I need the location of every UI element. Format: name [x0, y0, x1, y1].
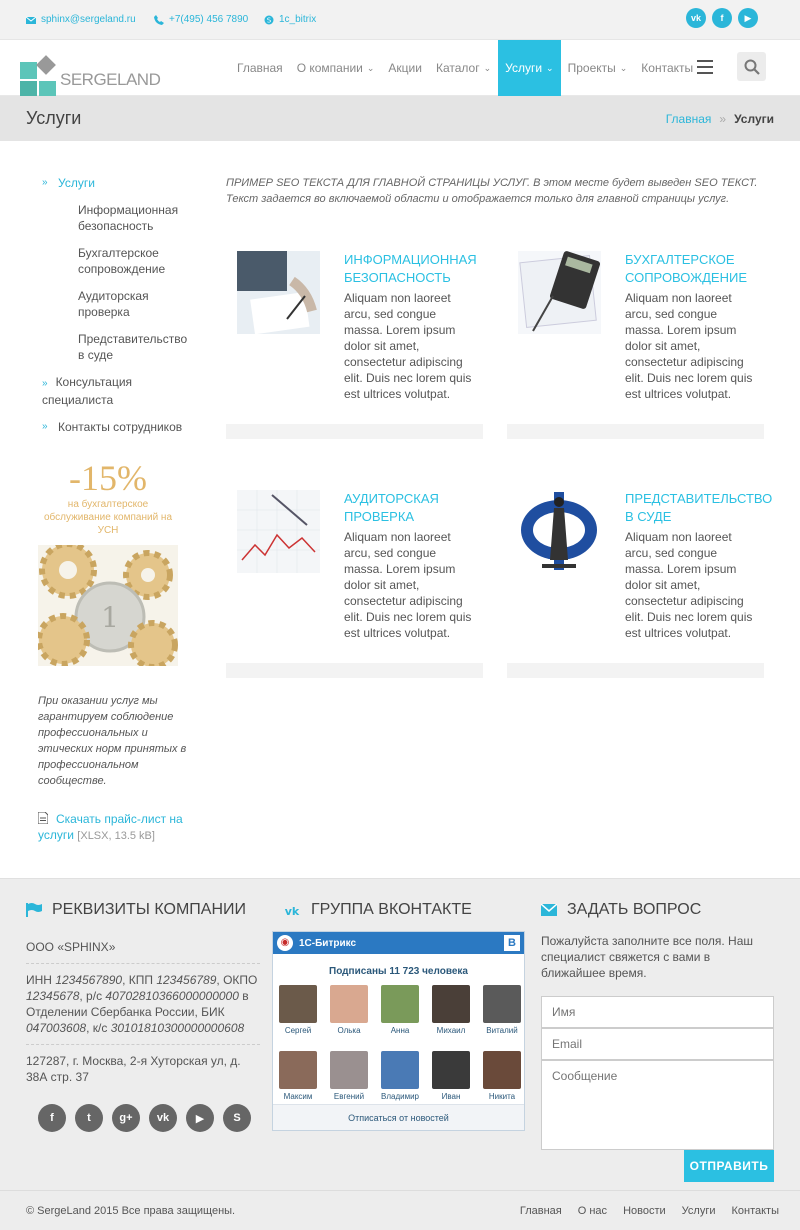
- service-title[interactable]: АУДИТОРСКАЯ ПРОВЕРКА: [344, 491, 439, 524]
- email-text[interactable]: sphinx@sergeland.ru: [41, 14, 136, 25]
- service-card-court[interactable]: [507, 476, 773, 678]
- footer-social-links: [38, 1104, 251, 1132]
- main-nav: [230, 40, 700, 96]
- footer-link-contacts[interactable]: Контакты: [731, 1205, 779, 1217]
- vk-icon: [283, 904, 301, 916]
- logo-text: SERGELAND: [60, 70, 161, 89]
- requisites-heading: РЕКВИЗИТЫ КОМПАНИИ: [26, 901, 246, 919]
- card-footer-strip: [507, 424, 764, 439]
- vk-member[interactable]: Виталий: [482, 985, 522, 1035]
- nav-item-projects[interactable]: Проекты ⌄: [567, 61, 628, 75]
- requisites-block: [26, 939, 260, 1101]
- phone-contact[interactable]: [154, 14, 248, 25]
- vk-member[interactable]: Михаил: [431, 985, 471, 1035]
- chevron-down-icon: ⌄: [619, 62, 628, 73]
- message-textarea[interactable]: [541, 1060, 774, 1150]
- guarantee-text: При оказании услуг мы гарантируем соблюдение профессиональных и этических норм принятых в профессиональном сообществе.: [38, 695, 187, 787]
- document-icon: [38, 812, 48, 824]
- footer-nav: [520, 1205, 779, 1217]
- svg-text:1: 1: [101, 601, 119, 634]
- logo-diamond: [36, 55, 56, 75]
- handshake-document-image: [237, 251, 320, 334]
- bank-details: ИНН 1234567890, КПП 123456789, ОКПО 12345678, р/с 40702810366000000000 в Отделении Сбербанка России, БИК 047003608, к/с 30101810300000000608: [26, 972, 260, 1045]
- svg-text:vk: vk: [284, 905, 300, 916]
- service-description: Aliquam non laoreet arcu, sed congue massa. Lorem ipsum dolor sit amet, consectetur adipiscing elit. Duis nec lorem quis est ultrices volutpat.: [625, 291, 753, 401]
- flag-icon: [26, 903, 42, 917]
- nav-item-catalog[interactable]: Каталог ⌄: [435, 61, 492, 75]
- nav-item-about[interactable]: О компании ⌄: [296, 61, 375, 75]
- vk-widget[interactable]: [272, 931, 525, 1131]
- seo-text: ПРИМЕР SEO ТЕКСТА ДЛЯ ГЛАВНОЙ СТРАНИЦЫ УСЛУГ. В этом месте будет выведен SEO ТЕКСТ. Текст задается во включаемой области и отображается только для главной страницы услуг.: [226, 177, 758, 205]
- company-address: 127287, г. Москва, 2-я Хуторская ул, д. 38А стр. 37: [26, 1054, 241, 1084]
- card-footer-strip: [507, 663, 764, 678]
- sidebar-subitem-audit[interactable]: Аудиторская проверка: [78, 289, 149, 319]
- avatar: [279, 985, 317, 1023]
- service-card-audit[interactable]: [226, 476, 483, 678]
- avatar: [483, 1051, 521, 1089]
- main-content: [0, 141, 800, 878]
- copyright-text: © SergeLand 2015 Все права защищены.: [26, 1205, 236, 1217]
- sidebar-item-services[interactable]: » Услуги: [42, 176, 95, 190]
- vk-member[interactable]: Сергей: [278, 985, 318, 1035]
- top-social-links: [686, 8, 758, 28]
- footer-link-home[interactable]: Главная: [519, 1205, 562, 1217]
- facebook-icon[interactable]: f: [712, 8, 732, 28]
- send-button[interactable]: ОТПРАВИТЬ: [684, 1150, 774, 1182]
- envelope-icon: [541, 904, 557, 916]
- email-input[interactable]: [541, 1028, 774, 1060]
- vk-group-name[interactable]: 1С-Битрикс: [299, 937, 357, 949]
- download-meta: [XLSX, 13.5 kB]: [77, 830, 155, 842]
- footer-link-services[interactable]: Услуги: [681, 1205, 716, 1217]
- sidebar-subitem-accounting[interactable]: Бухгалтерское сопровождение: [78, 246, 166, 276]
- card-footer-strip: [226, 663, 483, 678]
- calculator-image: [518, 251, 601, 334]
- vk-members-grid: [273, 977, 524, 1101]
- service-title[interactable]: ПРЕДСТАВИТЕЛЬСТВО В СУДЕ: [625, 491, 773, 524]
- promo-percent: -15%: [69, 458, 147, 498]
- ask-question-text: Пожалуйста заполните все поля. Наш специалист свяжется с вами в ближайшее время.: [541, 934, 754, 980]
- promo-banner[interactable]: [38, 458, 178, 669]
- service-title[interactable]: БУХГАЛТЕРСКОЕ СОПРОВОЖДЕНИЕ: [625, 252, 748, 285]
- nav-item-services[interactable]: Услуги ⌄: [498, 40, 560, 96]
- page-title-bar: [0, 96, 800, 141]
- download-link[interactable]: Скачать прайс-лист на услуги: [38, 812, 183, 842]
- avatar: [381, 985, 419, 1023]
- footer: [0, 878, 800, 1190]
- search-icon: [744, 59, 760, 75]
- chevron-down-icon: ⌄: [546, 62, 554, 73]
- avatar: [432, 1051, 470, 1089]
- breadcrumb: [666, 112, 774, 126]
- vk-heading: vk ГРУППА ВКОНТАКТЕ: [284, 901, 472, 918]
- twitter-icon[interactable]: t: [75, 1104, 103, 1132]
- chevron-down-icon: ⌄: [483, 62, 492, 73]
- footer-link-news[interactable]: Новости: [623, 1205, 666, 1217]
- vk-member[interactable]: Никита: [482, 1051, 522, 1101]
- service-card-accounting[interactable]: [507, 237, 764, 439]
- facebook-icon[interactable]: f: [38, 1104, 66, 1132]
- avatar: [330, 1051, 368, 1089]
- vk-icon[interactable]: vk: [686, 8, 706, 28]
- service-card-infosec[interactable]: [226, 237, 483, 439]
- vk-member[interactable]: Анна: [380, 985, 420, 1035]
- ask-question-heading: ЗАДАТЬ ВОПРОС: [541, 901, 701, 919]
- nav-item-contacts[interactable]: Контакты: [641, 61, 694, 75]
- chevron-down-icon: ⌄: [366, 62, 375, 73]
- logo-square-1: [20, 62, 37, 79]
- footer-link-about[interactable]: О нас: [577, 1205, 608, 1217]
- double-arrow-icon: »: [42, 177, 48, 188]
- breadcrumb-separator: »: [719, 112, 727, 126]
- youtube-icon[interactable]: ▶: [738, 8, 758, 28]
- vk-logo-icon: B: [504, 935, 520, 951]
- sidebar-subitem-court[interactable]: Представительство в суде: [78, 332, 188, 362]
- sidebar-item-staff-contacts[interactable]: » Контакты сотрудников: [42, 420, 183, 434]
- company-name: ООО «SPHINX»: [26, 939, 260, 964]
- email-contact[interactable]: [26, 14, 136, 25]
- nav-item-home[interactable]: Главная: [237, 61, 283, 75]
- header: [0, 40, 800, 96]
- avatar: [432, 985, 470, 1023]
- copyright-bar: [0, 1190, 800, 1230]
- envelope-icon: [26, 15, 36, 25]
- card-footer-strip: [226, 424, 483, 439]
- avatar: [483, 985, 521, 1023]
- vk-member[interactable]: Максим: [278, 1051, 318, 1101]
- skype-icon[interactable]: S: [223, 1104, 251, 1132]
- vk-subscribers-count: Подписаны 11 723 человека: [329, 966, 468, 977]
- avatar: [279, 1051, 317, 1089]
- service-description: Aliquam non laoreet arcu, sed congue massa. Lorem ipsum dolor sit amet, consectetur adipiscing elit. Duis nec lorem quis est ultrices volutpat.: [344, 291, 472, 401]
- audit-chart-image: [237, 490, 320, 573]
- service-description: Aliquam non laoreet arcu, sed congue massa. Lorem ipsum dolor sit amet, consectetur adipiscing elit. Duis nec lorem quis est ultrices volutpat.: [344, 530, 472, 640]
- google-plus-icon[interactable]: g+: [112, 1104, 140, 1132]
- service-description: Aliquam non laoreet arcu, sed congue massa. Lorem ipsum dolor sit amet, consectetur adipiscing elit. Duis nec lorem quis est ultrices volutpat.: [625, 530, 753, 640]
- avatar: [381, 1051, 419, 1089]
- skype-icon: [264, 15, 274, 25]
- name-input[interactable]: [541, 996, 774, 1028]
- skype-text[interactable]: 1c_bitrix: [279, 14, 317, 25]
- breadcrumb-current: Услуги: [734, 112, 774, 126]
- sidebar-menu: [42, 175, 192, 446]
- themis-logo-image: [518, 490, 601, 573]
- vk-member[interactable]: Иван: [431, 1051, 471, 1101]
- download-price-list: [38, 811, 198, 844]
- phone-text[interactable]: +7(495) 456 7890: [169, 14, 249, 25]
- gears-euro-image: [38, 545, 178, 666]
- hamburger-menu-icon[interactable]: [697, 60, 713, 74]
- avatar: [330, 985, 368, 1023]
- vk-member[interactable]: Евгений: [329, 1051, 369, 1101]
- vk-member[interactable]: Олька: [329, 985, 369, 1035]
- logo[interactable]: [20, 50, 161, 90]
- bitrix-logo-icon: ◉: [277, 935, 293, 951]
- nav-item-promotions[interactable]: Акции: [388, 61, 422, 75]
- sidebar-item-consultation[interactable]: » Консультация специалиста: [42, 375, 133, 407]
- svg-text:S: S: [266, 16, 272, 24]
- breadcrumb-home[interactable]: Главная: [665, 112, 712, 126]
- youtube-icon[interactable]: ▶: [186, 1104, 214, 1132]
- vk-icon[interactable]: vk: [149, 1104, 177, 1132]
- promo-text: на бухгалтерское обслуживание компаний на УСН: [43, 499, 173, 536]
- sidebar-subitem-infosec[interactable]: Информационная безопасность: [78, 203, 179, 233]
- top-bar: [0, 0, 800, 40]
- vk-widget-header: [273, 932, 524, 954]
- vk-unsubscribe-link[interactable]: Отписаться от новостей: [273, 1104, 524, 1130]
- page-title: Услуги: [26, 108, 82, 128]
- search-button[interactable]: [737, 52, 766, 81]
- skype-contact[interactable]: [264, 14, 316, 25]
- vk-member[interactable]: Владимир: [380, 1051, 420, 1101]
- double-arrow-icon: »: [42, 378, 48, 389]
- double-arrow-icon: »: [42, 421, 48, 432]
- phone-icon: [154, 15, 164, 25]
- service-title[interactable]: ИНФОРМАЦИОННАЯ БЕЗОПАСНОСТЬ: [344, 252, 477, 285]
